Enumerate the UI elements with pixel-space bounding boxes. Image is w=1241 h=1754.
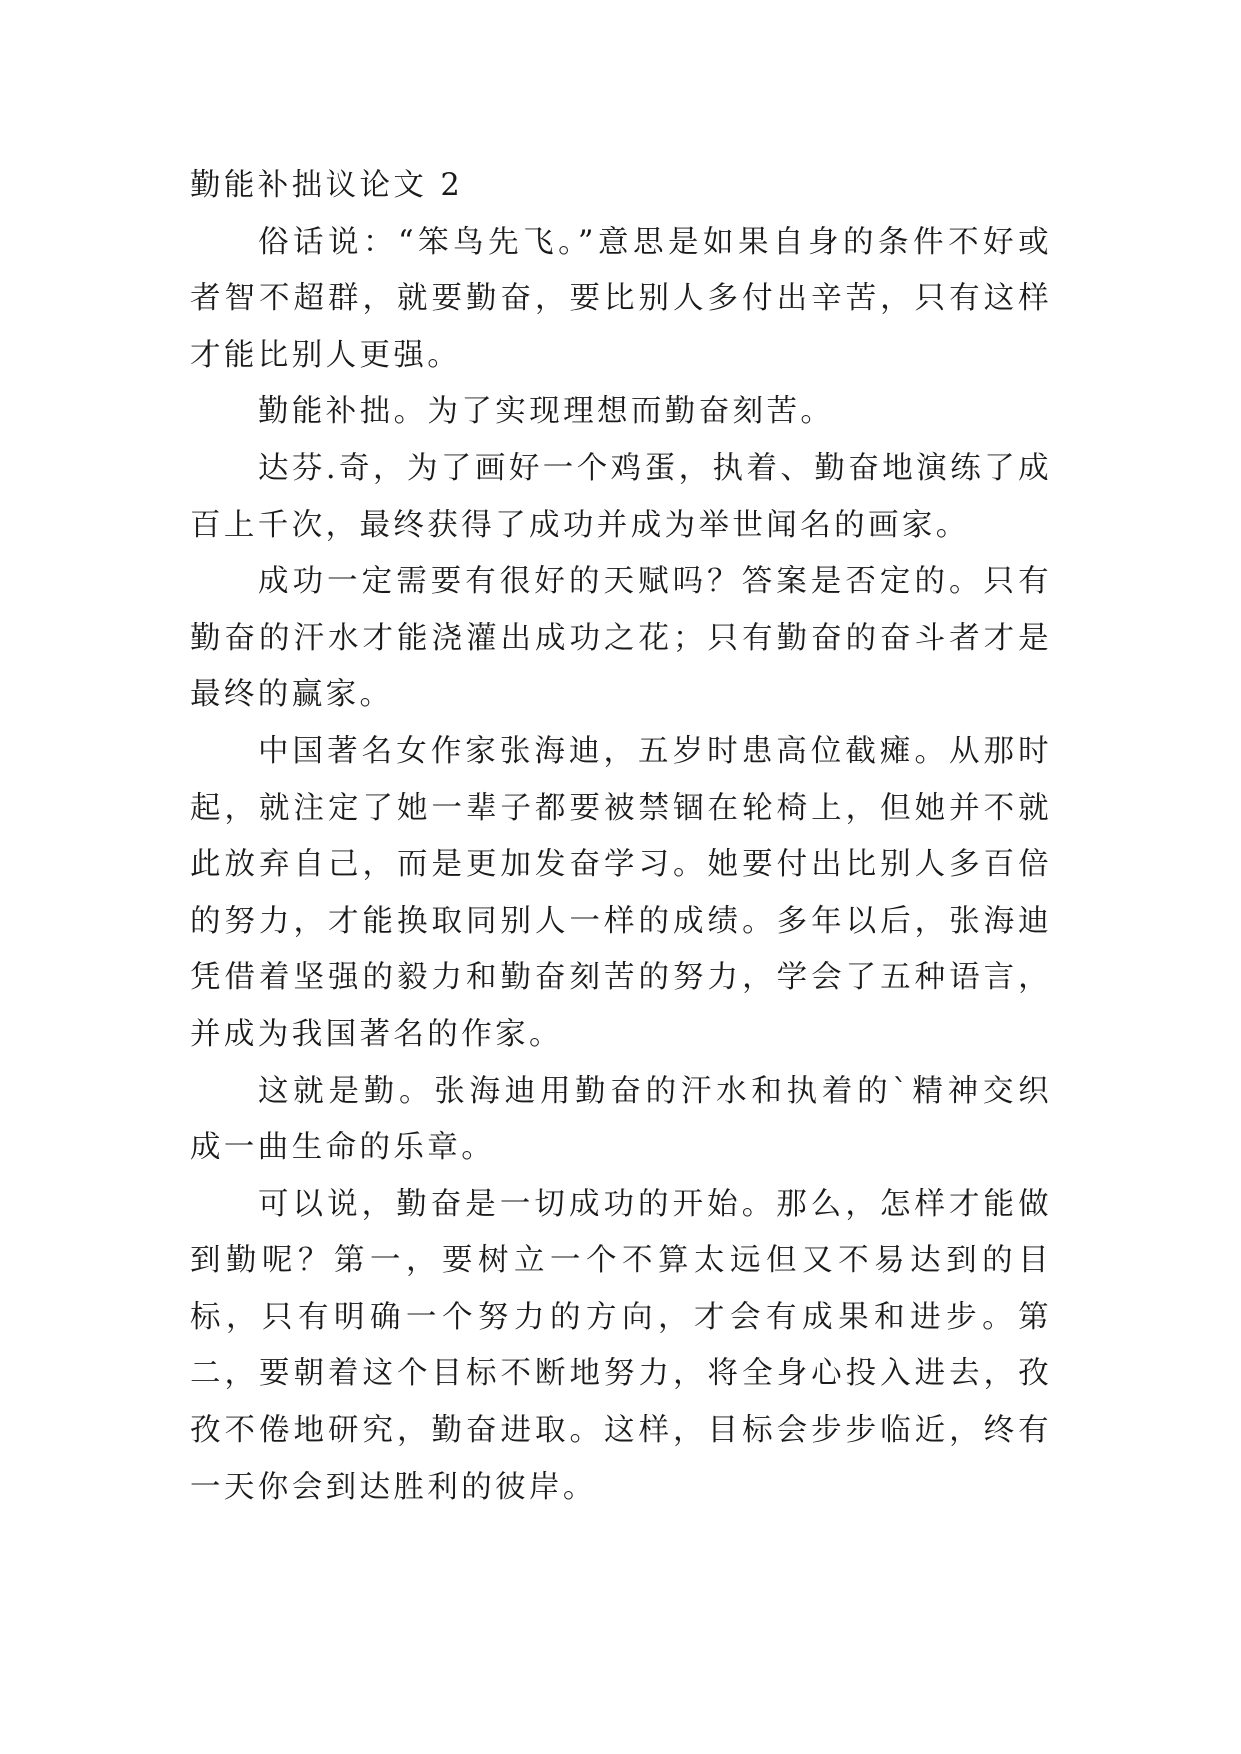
paragraph-talent-question: 成功一定需要有很好的天赋吗？答案是否定的。只有勤奋的汗水才能浇灌出成功之花；只有勤奋的奋斗者才是最终的赢家。 — [190, 564, 1052, 713]
paragraph-zhang-haidi: 中国著名女作家张海迪，五岁时患高位截瘫。从那时起，就注定了她一辈子都要被禁锢在轮椅上，但她并不就此放弃自己，而是更加发奋学习。她要付出比别人多百倍的努力，才能换取同别人一样的成绩。多年以后，张海迪凭借着坚强的毅力和勤奋刻苦的努力，学会了五种语言，并成为我国著名的作家。 — [190, 733, 1052, 1052]
paragraph-da-vinci: 达芬.奇，为了画好一个鸡蛋，执着、勤奋地演练了成百上千次，最终获得了成功并成为举世闻名的画家。 — [190, 450, 1052, 543]
paragraph-this-is-diligence: 这就是勤。张海迪用勤奋的汗水和执着的`精神交织成一曲生命的乐章。 — [190, 1073, 1052, 1166]
paragraph-conclusion: 可以说，勤奋是一切成功的开始。那么，怎样才能做到勤呢？第一，要树立一个不算太远但又不易达到的目标，只有明确一个努力的方向，才会有成果和进步。第二，要朝着这个目标不断地努力，将全身心投入进去，孜孜不倦地研究，勤奋进取。这样，目标会步步临近，终有一天你会到达胜利的彼岸。 — [190, 1186, 1052, 1505]
paragraph-thesis: 勤能补拙。为了实现理想而勤奋刻苦。 — [258, 394, 835, 430]
paragraph-proverb: 俗话说：“笨鸟先飞。”意思是如果自身的条件不好或者智不超群，就要勤奋，要比别人多付出辛苦，只有这样才能比别人更强。 — [190, 224, 1052, 373]
document-body — [190, 158, 1052, 1516]
document-title: 勤能补拙议论文 2 — [190, 168, 464, 203]
